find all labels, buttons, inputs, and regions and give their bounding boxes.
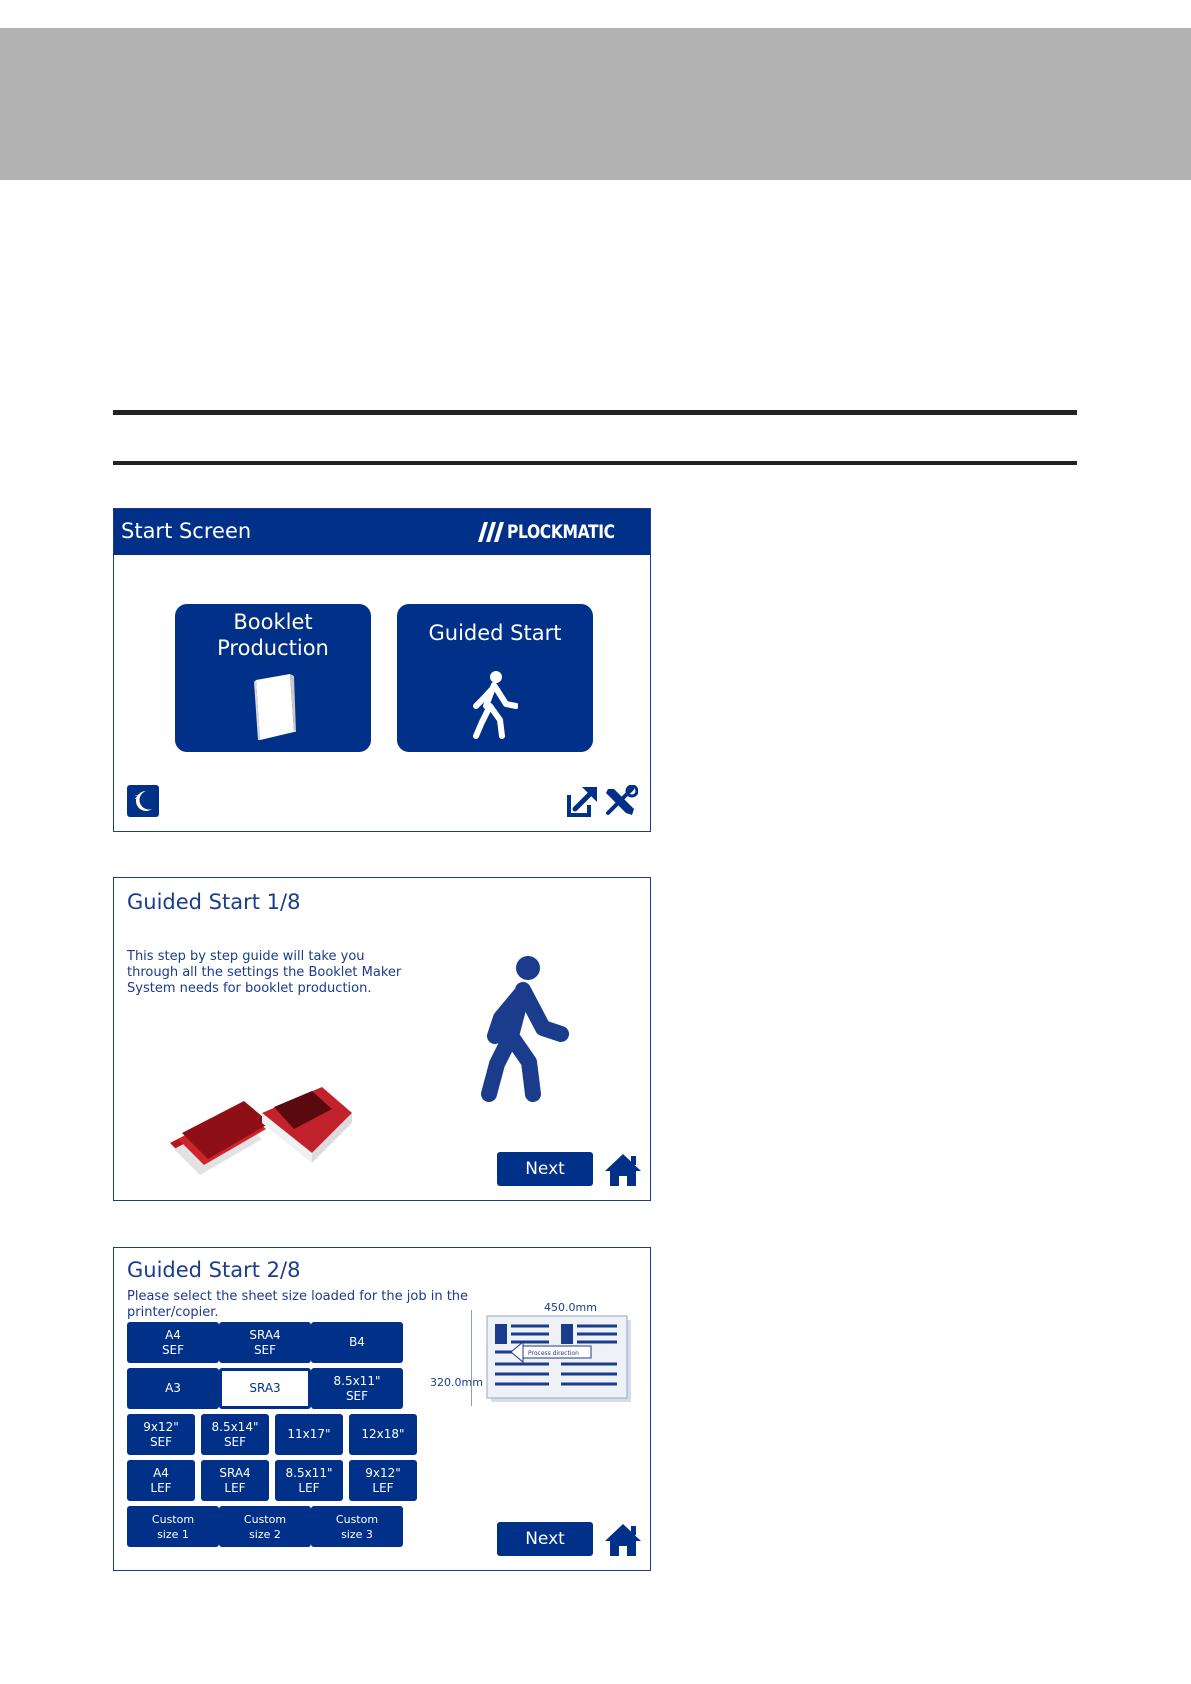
sheet-size-name: Custom (151, 1512, 195, 1526)
walking-person-icon (472, 670, 518, 740)
sheet-size-button[interactable] (127, 1414, 195, 1455)
sheet-size-name: Custom (243, 1512, 287, 1526)
guided-2-text-line-1: Please select the sheet size loaded for the job in the (127, 1289, 469, 1304)
sheet-size-name: 11x17" (287, 1427, 331, 1441)
sheet-size-orientation: LEF (224, 1480, 246, 1495)
sheet-size-orientation: size 2 (249, 1527, 281, 1541)
sheet-size-name: 9x12" (143, 1419, 179, 1434)
sheet-size-name: Custom (335, 1512, 379, 1526)
sheet-width-label: 450.0mm (544, 1301, 597, 1314)
sheet-size-orientation: SEF (253, 1342, 277, 1357)
sheet-size-button[interactable] (127, 1368, 219, 1409)
sheet-size-name: SRA3 (249, 1381, 281, 1395)
next-button[interactable]: Next (497, 1522, 593, 1556)
guided-1-title: Guided Start 1/8 (127, 890, 301, 914)
sheet-size-orientation: LEF (150, 1480, 172, 1495)
sheet-size-button[interactable] (349, 1414, 417, 1455)
sheet-size-label (334, 1374, 381, 1404)
sheet-size-orientation: SEF (161, 1342, 185, 1357)
logo-text: PLOCKMATIC (506, 521, 615, 543)
booklet-production-label-1: Booklet (233, 610, 313, 634)
section-rule-bottom (113, 461, 1077, 465)
walking-person-large-icon (479, 956, 569, 1106)
home-icon[interactable] (604, 1152, 642, 1188)
guided-1-text-line-2: through all the settings the Booklet Maker (127, 965, 402, 980)
sheet-size-button[interactable] (275, 1460, 343, 1501)
sheet-size-label (349, 1335, 365, 1350)
home-icon[interactable] (604, 1522, 642, 1558)
header-band (0, 28, 1191, 180)
sheet-size-label (249, 1381, 280, 1396)
sheet-size-label (249, 1328, 280, 1358)
sheet-size-button[interactable] (219, 1506, 311, 1547)
sheet-size-label (162, 1328, 184, 1358)
plockmatic-logo (478, 519, 638, 545)
logo-stripes-icon (478, 522, 504, 542)
sheet-size-name: A4 (165, 1327, 181, 1342)
sheet-size-name: 9x12" (365, 1465, 401, 1480)
export-icon[interactable] (565, 785, 599, 817)
sheet-size-label (219, 1466, 250, 1496)
sheet-size-label (150, 1466, 171, 1496)
sheet-height-label: 320.0mm (430, 1376, 483, 1389)
sheet-size-orientation: SEF (345, 1388, 369, 1403)
sheet-size-label (361, 1427, 404, 1442)
sheet-size-name: SRA4 (249, 1327, 281, 1342)
sheet-size-label (365, 1466, 401, 1496)
guided-1-description (127, 949, 417, 997)
sheet-size-button[interactable] (201, 1414, 269, 1455)
guided-2-description (127, 1289, 477, 1321)
sheet-size-name: A3 (165, 1381, 181, 1395)
sheet-size-orientation: size 3 (341, 1527, 373, 1541)
sheet-size-button[interactable] (311, 1506, 403, 1547)
section-rule-top (113, 410, 1077, 415)
sheet-size-button[interactable] (275, 1414, 343, 1455)
book-icon (250, 670, 296, 742)
sheet-size-button[interactable] (127, 1506, 219, 1547)
start-screen-title: Start Screen (121, 519, 252, 543)
guided-start-1-panel (113, 877, 651, 1201)
guided-1-text-line-1: This step by step guide will take you (127, 949, 365, 964)
sheet-size-label (286, 1466, 333, 1496)
sheet-size-button[interactable] (311, 1368, 403, 1409)
sheet-size-name: A4 (153, 1465, 169, 1480)
sheet-size-button[interactable] (349, 1460, 417, 1501)
sheet-size-label (152, 1512, 194, 1542)
sheet-size-label (212, 1420, 259, 1450)
guided-start-label: Guided Start (428, 621, 562, 645)
sheet-size-button[interactable] (311, 1322, 403, 1363)
sheet-size-button[interactable] (219, 1322, 311, 1363)
process-direction-label: Process direction (528, 1350, 579, 1357)
booklet-production-label-2: Production (217, 636, 329, 660)
booklets-image (162, 1083, 362, 1183)
sheet-size-name: 8.5x11" (285, 1465, 333, 1480)
svg-text:z: z (135, 794, 139, 801)
sheet-size-name: 8.5x14" (211, 1419, 259, 1434)
sheet-size-name: 8.5x11" (333, 1373, 381, 1388)
next-button[interactable]: Next (497, 1152, 593, 1186)
sheet-size-label (143, 1420, 179, 1450)
sheet-size-name: B4 (349, 1335, 365, 1349)
sheet-size-button[interactable] (127, 1460, 195, 1501)
guided-2-title: Guided Start 2/8 (127, 1258, 301, 1282)
sheet-size-orientation: SEF (223, 1434, 247, 1449)
guided-start-2-panel (113, 1247, 651, 1571)
sheet-layout-diagram (471, 1310, 651, 1410)
sheet-size-label (287, 1427, 330, 1442)
sheet-size-button[interactable] (201, 1460, 269, 1501)
sheet-size-name: 12x18" (361, 1427, 405, 1441)
sheet-size-label (244, 1512, 286, 1542)
sheet-size-orientation: SEF (149, 1434, 173, 1449)
sheet-size-orientation: LEF (298, 1480, 320, 1495)
tools-icon[interactable] (604, 785, 638, 817)
booklet-production-button[interactable] (175, 604, 371, 752)
sheet-size-button[interactable] (127, 1322, 219, 1363)
sheet-size-label (165, 1381, 181, 1396)
guided-2-text-line-2: printer/copier. (127, 1305, 219, 1320)
sheet-size-orientation: LEF (372, 1480, 394, 1495)
sheet-size-label (336, 1512, 378, 1542)
guided-1-text-line-3: System needs for booklet production. (127, 981, 372, 996)
sheet-size-button[interactable] (219, 1368, 311, 1409)
sheet-size-name: SRA4 (219, 1465, 251, 1480)
sheet-size-orientation: size 1 (157, 1527, 189, 1541)
moon-sleep-icon[interactable] (127, 785, 159, 817)
start-screen-header (114, 509, 650, 555)
start-screen-panel (113, 508, 651, 832)
guided-start-button[interactable] (397, 604, 593, 752)
